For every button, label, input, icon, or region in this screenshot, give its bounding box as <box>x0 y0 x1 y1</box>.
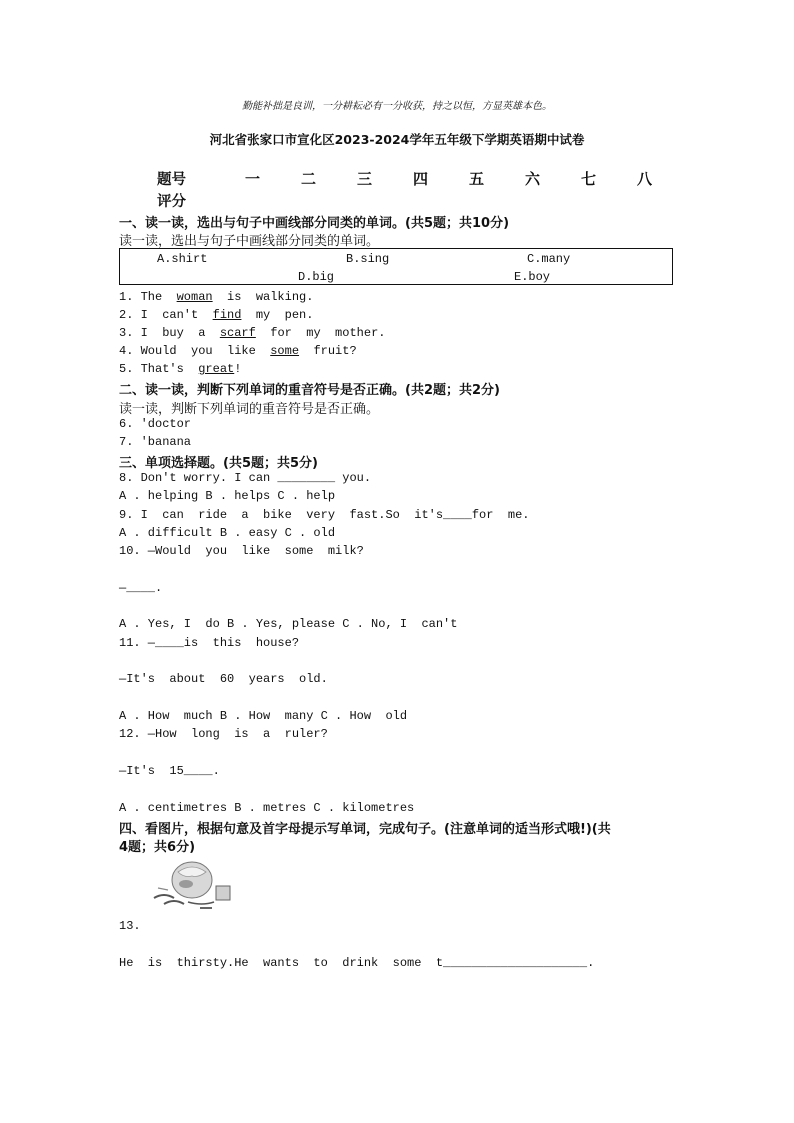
section4-heading-line1: 四、看图片，根据句意及首字母提示写单词，完成句子。(注意单词的适当形式哦!)(共 <box>119 822 611 837</box>
question-6: 6. 'doctor <box>119 417 192 431</box>
section4-heading-line2: 4题；共6分) <box>119 840 196 855</box>
word-options-box <box>119 248 673 285</box>
q4-underlined-word: some <box>270 344 300 358</box>
section1-heading: 一、读一读，选出与句子中画线部分同类的单词。(共5题；共10分) <box>119 216 510 231</box>
q4-post: fruit? <box>299 344 357 358</box>
question-10-answer: —____. <box>119 581 163 595</box>
score-row-label-score: 评分 <box>157 194 186 210</box>
section2-instruction: 读一读，判断下列单词的重音符号是否正确。 <box>119 402 380 417</box>
option-e: E.boy <box>514 270 551 284</box>
question-13-sentence: He is thirsty.He wants to drink some t____________________. <box>119 956 595 970</box>
question-10: 10. —Would you like some milk? <box>119 544 364 558</box>
question-2 <box>119 308 313 322</box>
question-10-options: A . Yes, I do B . Yes, please C . No, I can't <box>119 617 458 631</box>
q4-pre: 4. Would you like <box>119 344 271 358</box>
q2-pre: 2. I can't <box>119 308 213 322</box>
question-8-options: A . helping B . helps C . help <box>119 489 336 503</box>
q3-pre: 3. I buy a <box>119 326 220 340</box>
score-col-5: 五 <box>469 170 485 188</box>
question-12-options: A . centimetres B . metres C . kilometres <box>119 801 415 815</box>
question-12-answer: —It's 15____. <box>119 764 220 778</box>
question-4 <box>119 344 357 358</box>
option-b: B.sing <box>346 252 390 266</box>
q5-pre: 5. That's <box>119 362 199 376</box>
question-11: 11. —____is this house? <box>119 636 300 650</box>
question-5 <box>119 362 241 376</box>
score-col-6: 六 <box>525 170 541 188</box>
option-d: D.big <box>298 270 335 284</box>
q3-post: for my mother. <box>255 326 386 340</box>
tea-picture-icon <box>150 858 236 912</box>
question-11-answer: —It's about 60 years old. <box>119 672 328 686</box>
q1-underlined-word: woman <box>176 290 213 304</box>
q5-post: ! <box>234 362 242 376</box>
question-1 <box>119 290 313 304</box>
exam-title: 河北省张家口市宣化区2023-2024学年五年级下学期英语期中试卷 <box>209 132 585 147</box>
question-7: 7. 'banana <box>119 435 192 449</box>
question-8: 8. Don't worry. I can ________ you. <box>119 471 372 485</box>
q5-underlined-word: great <box>198 362 235 376</box>
score-col-4: 四 <box>413 170 429 188</box>
question-3 <box>119 326 385 340</box>
question-11-options: A . How much B . How many C . How old <box>119 709 408 723</box>
q2-post: my pen. <box>241 308 314 322</box>
q1-pre: 1. The <box>119 290 177 304</box>
question-12: 12. —How long is a ruler? <box>119 727 328 741</box>
section2-heading: 二、读一读，判断下列单词的重音符号是否正确。(共2题；共2分) <box>119 383 500 398</box>
score-row-label-question: 题号 <box>157 172 186 188</box>
option-a: A.shirt <box>157 252 208 266</box>
q1-post: is walking. <box>212 290 314 304</box>
motto-text: 勤能补拙是良训，一分耕耘必有一分收获，持之以恒，方显英雄本色。 <box>242 101 552 112</box>
question-9: 9. I can ride a bike very fast.So it's____for me. <box>119 508 530 522</box>
score-col-8: 八 <box>637 170 653 188</box>
score-col-7: 七 <box>581 170 597 188</box>
section3-heading: 三、单项选择题。(共5题；共5分) <box>119 456 318 471</box>
question-13-number: 13. <box>119 919 141 933</box>
q3-underlined-word: scarf <box>219 326 256 340</box>
option-c: C.many <box>527 252 571 266</box>
section1-instruction: 读一读，选出与句子中画线部分同类的单词。 <box>119 234 380 249</box>
question-9-options: A . difficult B . easy C . old <box>119 526 336 540</box>
q2-underlined-word: find <box>212 308 242 322</box>
score-col-1: 一 <box>245 170 261 188</box>
score-col-3: 三 <box>357 170 373 188</box>
score-col-2: 二 <box>301 170 317 188</box>
